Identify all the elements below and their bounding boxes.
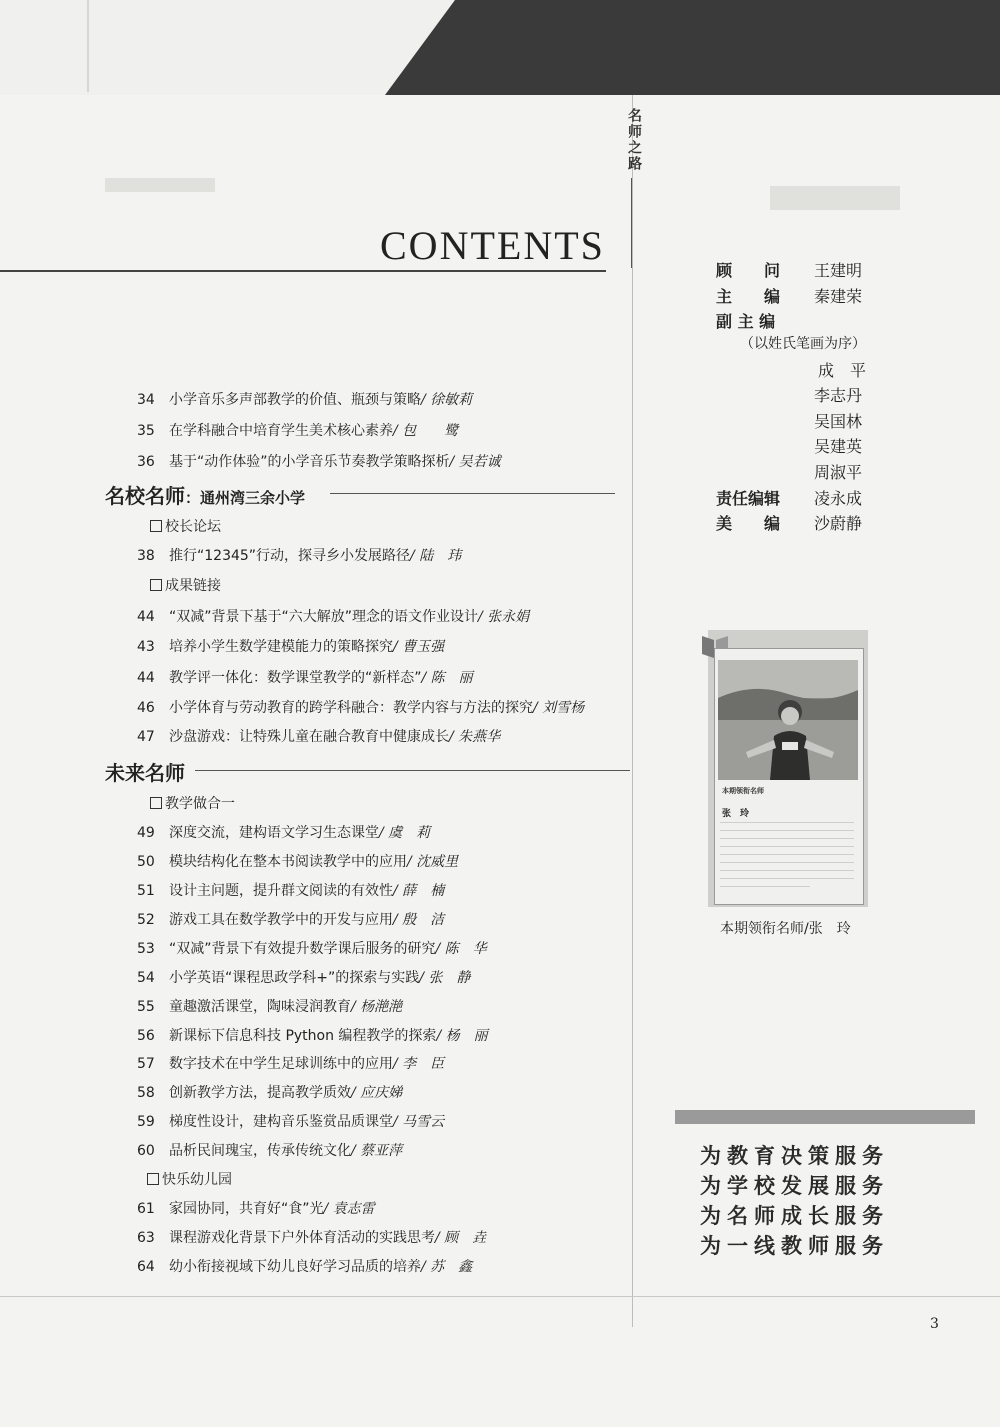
checkbox-square-icon [150, 579, 162, 591]
toc-page-number: 51 [137, 883, 155, 899]
toc-title: 培养小学生数学建模能力的策略探究 [169, 639, 393, 655]
toc-entry[interactable] [137, 996, 402, 1016]
toc-page-number: 52 [137, 912, 155, 928]
masthead-name: 王建明 [814, 261, 863, 280]
toc-author: / 张永娟 [478, 609, 530, 625]
toc-entry[interactable] [137, 1256, 472, 1276]
section-rule [195, 770, 630, 771]
toc-page-number: 35 [137, 423, 155, 439]
slogan-line: 为学校发展服务 [700, 1174, 889, 1198]
toc-title: 游戏工具在数学教学中的开发与应用 [169, 912, 393, 928]
masthead-art-editor [716, 511, 862, 534]
toc-entry[interactable] [137, 1140, 402, 1160]
masthead-name: 沙蔚静 [814, 514, 863, 533]
toc-entry[interactable] [137, 851, 458, 871]
masthead-role: 主 编 [716, 287, 781, 306]
toc-title: 小学体育与劳动教育的跨学科融合：教学内容与方法的探究 [169, 700, 533, 716]
toc-author: / 张 静 [419, 970, 471, 986]
toc-entry[interactable] [137, 545, 461, 565]
toc-page-number: 38 [137, 548, 155, 564]
toc-page-number: 61 [137, 1201, 155, 1217]
masthead-name: 秦建荣 [814, 287, 863, 306]
toc-entry[interactable] [137, 1025, 488, 1045]
toc-entry[interactable] [137, 1111, 444, 1131]
thumbnail-text-line [720, 854, 854, 855]
slogan-line: 为名师成长服务 [700, 1204, 889, 1228]
toc-author: / 殷 洁 [393, 912, 445, 928]
section-rule [330, 493, 615, 494]
toc-entry[interactable] [137, 1198, 375, 1218]
toc-author: / 陈 丽 [421, 670, 473, 686]
toc-page-number: 56 [137, 1028, 155, 1044]
toc-title: “双减”背景下有效提升数学课后服务的研究 [169, 941, 436, 957]
thumbnail-heading: 本期领衔名师 [722, 787, 764, 795]
toc-page-number: 44 [137, 609, 155, 625]
toc-author: / 徐敏莉 [421, 392, 473, 408]
subcolumn-heading [150, 793, 235, 813]
masthead-deputy-name: 成 平 [818, 361, 867, 380]
feature-caption: 本期领衔名师/张 玲 [720, 921, 851, 937]
toc-title: 基于“动作体验”的小学音乐节奏教学策略探析 [169, 454, 450, 470]
toc-author: / 杨滟滟 [351, 999, 403, 1015]
toc-page-number: 54 [137, 970, 155, 986]
toc-page-number: 58 [137, 1085, 155, 1101]
section-subtitle: ：通州湾三余小学 [185, 489, 306, 507]
toc-title: 模块结构化在整本书阅读教学中的应用 [169, 854, 407, 870]
toc-page-number: 46 [137, 700, 155, 716]
toc-title: 数字技术在中学生足球训练中的应用 [169, 1056, 393, 1072]
toc-entry[interactable] [137, 1227, 486, 1247]
masthead-advisor [716, 258, 862, 281]
toc-page-number: 34 [137, 392, 155, 408]
toc-author: / 虞 莉 [379, 825, 431, 841]
toc-page-number: 60 [137, 1143, 155, 1159]
toc-entry[interactable] [137, 1082, 402, 1102]
toc-page-number: 59 [137, 1114, 155, 1130]
toc-entry[interactable] [137, 822, 430, 842]
section-name: 名校名师 [105, 484, 185, 508]
thumbnail-text-line [720, 838, 854, 839]
masthead-deputy-name: 李志丹 [814, 386, 863, 405]
toc-title: 梯度性设计，建构音乐鉴赏品质课堂 [169, 1114, 393, 1130]
toc-author: / 蔡亚萍 [351, 1143, 403, 1159]
toc-entry[interactable] [137, 1053, 444, 1073]
toc-entry[interactable] [137, 880, 444, 900]
contents-title: CONTENTS [380, 223, 605, 268]
toc-title: 在学科融合中培育学生美术核心素养 [169, 423, 393, 439]
toc-author: / 杨 丽 [436, 1028, 488, 1044]
toc-page-number: 55 [137, 999, 155, 1015]
thumbnail-text-line [720, 846, 854, 847]
footer-rule [0, 1296, 1000, 1297]
toc-entry[interactable] [137, 938, 487, 958]
toc-author: / 袁志雷 [323, 1201, 375, 1217]
toc-page-number: 47 [137, 729, 155, 745]
thumbnail-text-line [720, 886, 810, 887]
toc-title: 小学音乐多声部教学的价值、瓶颈与策略 [169, 392, 421, 408]
toc-page-number: 50 [137, 854, 155, 870]
toc-title: 新课标下信息科技 Python 编程教学的探索 [169, 1028, 437, 1044]
masthead-chief-editor [716, 284, 862, 307]
masthead-role: 美 编 [716, 514, 781, 533]
toc-page-number: 49 [137, 825, 155, 841]
toc-title: “双减”背景下基于“六大解放”理念的语文作业设计 [169, 609, 479, 625]
toc-author: / 李 臣 [393, 1056, 445, 1072]
toc-author: / 陈 华 [435, 941, 487, 957]
thumbnail-text-line [720, 862, 854, 863]
masthead-responsible-editor [716, 486, 862, 509]
masthead-deputy-name: 吴建英 [814, 437, 863, 456]
running-head: 名师之路 [626, 108, 642, 172]
column-divider [632, 95, 633, 1327]
toc-author: / 苏 鑫 [421, 1259, 473, 1275]
subcolumn-label: 快乐幼儿园 [162, 1172, 232, 1188]
toc-title: 家园协同，共育好“食”光 [169, 1201, 324, 1217]
toc-page-number: 43 [137, 639, 155, 655]
toc-title: 推行“12345”行动，探寻乡小发展路径 [169, 548, 411, 564]
subcolumn-heading [150, 516, 221, 536]
thumbnail-text-line [720, 830, 854, 831]
slogan-line: 为一线教师服务 [700, 1234, 889, 1258]
contents-rule [0, 270, 606, 272]
toc-author: / 曹玉强 [393, 639, 445, 655]
bleed-through-decor [770, 186, 900, 210]
toc-author: / 刘雪杨 [533, 700, 585, 716]
toc-entry[interactable] [137, 967, 470, 987]
thumbnail-text-line [720, 822, 854, 823]
thumbnail-name: 张 玲 [722, 809, 750, 819]
masthead-name: 凌永成 [814, 489, 863, 508]
bleed-through-decor [105, 178, 215, 192]
slogan-bar [675, 1110, 975, 1124]
toc-page-number: 53 [137, 941, 155, 957]
subcolumn-heading [150, 575, 221, 595]
toc-title: 小学英语“课程思政学科+”的探索与实践 [169, 970, 420, 986]
thumbnail-text-line [720, 870, 854, 871]
masthead-deputy-editor [716, 309, 814, 332]
toc-title: 童趣激活课堂，陶味浸润教育 [169, 999, 351, 1015]
toc-author: / 吴若诚 [449, 454, 501, 470]
toc-title: 教学评一体化：数学课堂教学的“新样态” [169, 670, 422, 686]
toc-page-number: 57 [137, 1056, 155, 1072]
toc-author: / 陆 玮 [410, 548, 462, 564]
page-number: 3 [930, 1316, 939, 1332]
toc-entry[interactable] [137, 420, 458, 440]
subcolumn-label: 成果链接 [165, 578, 221, 594]
toc-entry[interactable] [137, 636, 444, 656]
masthead-order-note: （以姓氏笔画为序） [740, 336, 866, 352]
toc-title: 课程游戏化背景下户外体育活动的实践思考 [169, 1230, 435, 1246]
section-heading-future-teacher [105, 757, 185, 786]
toc-author: / 朱燕华 [449, 729, 501, 745]
teacher-portrait-image [718, 660, 858, 780]
toc-author: / 顾 垚 [435, 1230, 487, 1246]
masthead-role: 责任编辑 [716, 489, 781, 508]
toc-entry[interactable] [137, 389, 472, 409]
toc-entry[interactable] [137, 697, 584, 717]
toc-entry[interactable] [137, 726, 500, 746]
subcolumn-label: 教学做合一 [165, 796, 235, 812]
checkbox-square-icon [150, 520, 162, 532]
masthead-deputy-name: 吴国林 [814, 412, 863, 431]
running-head-rule [631, 178, 632, 268]
toc-author: / 包 鹭 [393, 423, 459, 439]
thumbnail-text-line [720, 878, 854, 879]
toc-entry[interactable] [137, 451, 501, 471]
toc-title: 幼小衔接视域下幼儿良好学习品质的培养 [169, 1259, 421, 1275]
toc-entry[interactable] [137, 606, 529, 626]
toc-entry[interactable] [137, 667, 473, 687]
checkbox-square-icon [147, 1173, 159, 1185]
toc-title: 品析民间瑰宝，传承传统文化 [169, 1143, 351, 1159]
toc-entry[interactable] [137, 909, 444, 929]
masthead-role: 顾 问 [716, 261, 781, 280]
masthead-deputy-name: 周淑平 [814, 463, 863, 482]
toc-page-number: 63 [137, 1230, 155, 1246]
header-band [0, 0, 1000, 95]
toc-title: 设计主问题，提升群文阅读的有效性 [169, 883, 393, 899]
toc-author: / 应庆娣 [351, 1085, 403, 1101]
toc-page-number: 36 [137, 454, 155, 470]
toc-title: 创新教学方法，提高教学质效 [169, 1085, 351, 1101]
toc-author: / 马雪云 [393, 1114, 445, 1130]
subcolumn-label: 校长论坛 [165, 519, 221, 535]
toc-author: / 薛 楠 [393, 883, 445, 899]
checkbox-square-icon [150, 797, 162, 809]
toc-author: / 沈威里 [407, 854, 459, 870]
subcolumn-heading [147, 1169, 232, 1189]
toc-page-number: 64 [137, 1259, 155, 1275]
slogan-line: 为教育决策服务 [700, 1144, 889, 1168]
toc-title: 深度交流，建构语文学习生态课堂 [169, 825, 379, 841]
section-name: 未来名师 [105, 761, 185, 785]
section-heading-famous-school [105, 480, 305, 509]
toc-title: 沙盘游戏：让特殊儿童在融合教育中健康成长 [169, 729, 449, 745]
toc-page-number: 44 [137, 670, 155, 686]
masthead-role: 副 主 编 [716, 312, 776, 331]
